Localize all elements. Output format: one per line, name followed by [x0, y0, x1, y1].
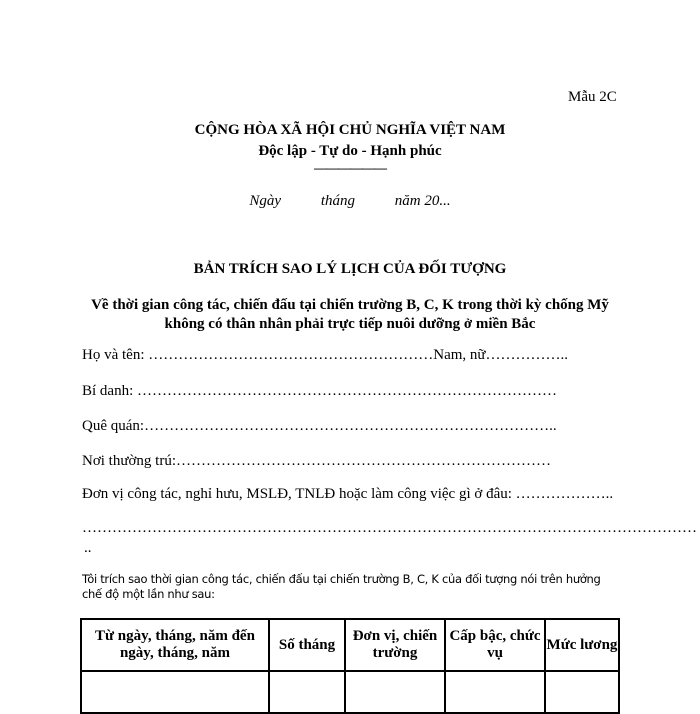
- document-subtitle: [0, 296, 700, 334]
- col-header-unit: Đơn vị, chiến trường: [345, 619, 445, 671]
- table-cell[interactable]: [269, 671, 345, 713]
- extract-note: Tôi trích sao thời gian công tác, chiến đấu tại chiến trường B, C, K của đối tượng nói trên hưởng chế độ một lần như sau:: [82, 572, 601, 601]
- date-day: Ngày: [249, 193, 282, 209]
- table-row: [81, 671, 619, 713]
- col-header-rank: Cấp bậc, chức vụ: [445, 619, 545, 671]
- date-year: năm 20...: [394, 193, 451, 209]
- form-code: Mẫu 2C: [568, 89, 617, 105]
- service-period-table: [80, 618, 620, 714]
- table-header-row: [81, 619, 619, 671]
- national-heading: CỘNG HÒA XÃ HỘI CHỦ NGHĨA VIỆT NAM: [194, 122, 506, 138]
- date-month: tháng: [320, 193, 355, 209]
- field-name[interactable]: Họ và tên: …………………………………………………Nam, nữ……………..: [82, 347, 569, 363]
- table-cell[interactable]: [81, 671, 269, 713]
- col-header-months: Số tháng: [269, 619, 345, 671]
- col-header-date-range: Từ ngày, tháng, năm đến ngày, tháng, năm: [81, 619, 269, 671]
- table-cell[interactable]: [545, 671, 619, 713]
- subtitle-line-2: không có thân nhân phải trực tiếp nuôi dưỡng ở miền Bắc: [164, 316, 536, 332]
- field-workplace-continuation-tail: ..: [84, 540, 92, 556]
- col-header-salary: Mức lương: [545, 619, 619, 671]
- field-alias[interactable]: Bí danh: …………………………………………………………………………: [82, 383, 557, 399]
- field-workplace-continuation[interactable]: ……………………………………………………………………………………………………………: [82, 520, 697, 536]
- national-motto: Độc lập - Tự do - Hạnh phúc: [258, 143, 442, 159]
- field-hometown[interactable]: Quê quán:………………………………………………………………………..: [82, 418, 557, 434]
- heading-rule: ——————: [314, 160, 386, 175]
- field-workplace[interactable]: Đơn vị công tác, nghỉ hưu, MSLĐ, TNLĐ hoặc làm công việc gì ở đâu: ………………..: [82, 486, 614, 502]
- table-cell[interactable]: [345, 671, 445, 713]
- field-residence[interactable]: Nơi thường trú:…………………………………………………………………: [82, 453, 551, 469]
- document-title: BẢN TRÍCH SAO LÝ LỊCH CỦA ĐỐI TƯỢNG: [193, 261, 507, 277]
- date-line: [0, 193, 700, 210]
- subtitle-line-1: Về thời gian công tác, chiến đấu tại chiến trường B, C, K trong thời kỳ chống Mỹ: [91, 297, 609, 313]
- table-cell[interactable]: [445, 671, 545, 713]
